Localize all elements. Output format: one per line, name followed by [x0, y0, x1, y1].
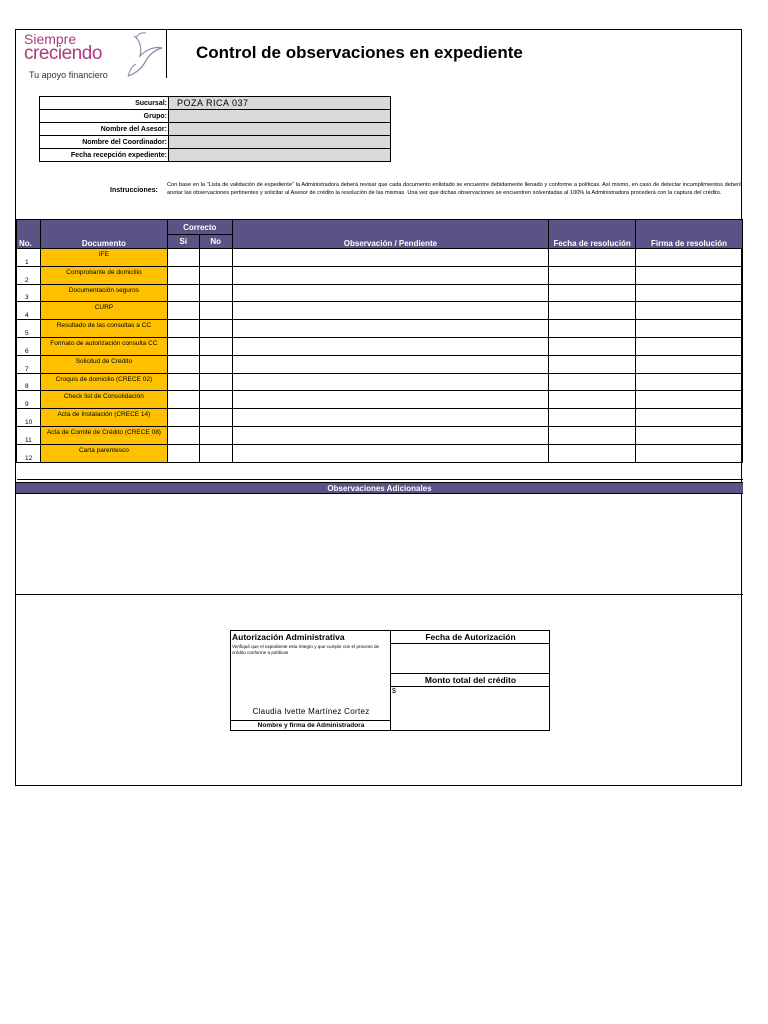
correcto-no-cell[interactable]	[199, 284, 232, 302]
correcto-no-cell[interactable]	[199, 409, 232, 427]
authorization-date-label: Fecha de Autorización	[391, 631, 550, 644]
row-number: 2	[17, 266, 41, 284]
correcto-si-cell[interactable]	[167, 373, 199, 391]
document-name: Acta de Comité de Crédito (CRECE 08)	[40, 426, 167, 444]
resolution-signature-cell[interactable]	[636, 426, 743, 444]
col-header-fecha: Fecha de resolución	[549, 220, 636, 249]
correcto-no-cell[interactable]	[199, 302, 232, 320]
row-number: 11	[17, 426, 41, 444]
bird-logo-icon	[106, 30, 166, 78]
correcto-no-cell[interactable]	[199, 355, 232, 373]
authorization-description: Verifiqué que el expediente esta íntegro y que cumple con el proceso de crédito conforme a políticas	[232, 644, 380, 655]
table-row	[17, 373, 743, 391]
table-row	[17, 284, 743, 302]
info-row	[40, 123, 391, 136]
document-name: Comprobante de domicilio	[40, 266, 167, 284]
row-number: 5	[17, 320, 41, 338]
table-row	[17, 266, 743, 284]
document-name: Check list de Consolidación	[40, 391, 167, 409]
correcto-si-cell[interactable]	[167, 337, 199, 355]
company-logo	[24, 30, 174, 80]
document-name: Documentación seguros	[40, 284, 167, 302]
col-header-observacion: Observación / Pendiente	[232, 220, 548, 249]
col-header-documento: Documento	[40, 220, 167, 249]
col-header-firma: Firma de resolución	[636, 220, 743, 249]
correcto-si-cell[interactable]	[167, 444, 199, 462]
col-header-correcto: Correcto	[167, 220, 232, 235]
correcto-no-cell[interactable]	[199, 373, 232, 391]
correcto-si-cell[interactable]	[167, 409, 199, 427]
row-number: 1	[17, 249, 41, 267]
resolution-date-cell[interactable]	[549, 337, 636, 355]
resolution-date-cell[interactable]	[549, 409, 636, 427]
row-number: 8	[17, 373, 41, 391]
correcto-si-cell[interactable]	[167, 284, 199, 302]
resolution-signature-cell[interactable]	[636, 373, 743, 391]
resolution-signature-cell[interactable]	[636, 444, 743, 462]
credit-amount-field[interactable]: $	[392, 688, 396, 695]
logo-text-creciendo: creciendo	[24, 43, 102, 64]
table-row	[17, 391, 743, 409]
correcto-no-cell[interactable]	[199, 266, 232, 284]
resolution-date-cell[interactable]	[549, 284, 636, 302]
correcto-si-cell[interactable]	[167, 249, 199, 267]
resolution-signature-cell[interactable]	[636, 302, 743, 320]
header-divider	[166, 30, 167, 78]
resolution-signature-cell[interactable]	[636, 249, 743, 267]
info-label: Nombre del Coordinador:	[40, 136, 169, 149]
info-label: Sucursal:	[40, 97, 169, 110]
table-row	[17, 409, 743, 427]
resolution-signature-cell[interactable]	[636, 284, 743, 302]
authorization-box	[230, 630, 550, 731]
resolution-date-cell[interactable]	[549, 391, 636, 409]
row-number: 7	[17, 355, 41, 373]
resolution-signature-cell[interactable]	[636, 409, 743, 427]
table-row-blank	[17, 462, 743, 480]
info-row	[40, 136, 391, 149]
correcto-no-cell[interactable]	[199, 337, 232, 355]
row-number: 4	[17, 302, 41, 320]
resolution-date-cell[interactable]	[549, 355, 636, 373]
grupo-field[interactable]	[169, 110, 391, 123]
coordinador-field[interactable]	[169, 136, 391, 149]
resolution-signature-cell[interactable]	[636, 266, 743, 284]
info-row	[40, 97, 391, 110]
resolution-signature-cell[interactable]	[636, 337, 743, 355]
observation-cell[interactable]	[232, 391, 548, 409]
row-number: 9	[17, 391, 41, 409]
table-row	[17, 444, 743, 462]
observation-cell[interactable]	[232, 426, 548, 444]
instructions-label: Instrucciones:	[110, 187, 158, 194]
fecha-recepcion-field[interactable]	[169, 149, 391, 162]
col-header-no-correcto: No	[199, 235, 232, 249]
col-header-si: Si	[167, 235, 199, 249]
logo-tagline: Tu apoyo financiero	[29, 70, 108, 80]
table-row	[17, 337, 743, 355]
observation-cell[interactable]	[232, 444, 548, 462]
resolution-signature-cell[interactable]	[636, 391, 743, 409]
resolution-date-cell[interactable]	[549, 302, 636, 320]
info-row	[40, 149, 391, 162]
correcto-si-cell[interactable]	[167, 426, 199, 444]
document-name: Croquis de domicilio (CRECE 02)	[40, 373, 167, 391]
additional-observations-area[interactable]	[16, 494, 743, 595]
resolution-signature-cell[interactable]	[636, 355, 743, 373]
sucursal-field[interactable]: POZA RICA 037	[169, 97, 391, 110]
documents-table	[16, 219, 743, 480]
row-number: 10	[17, 409, 41, 427]
signature-label: Nombre y firma de Administradora	[231, 720, 391, 731]
correcto-no-cell[interactable]	[199, 426, 232, 444]
document-name: CURP	[40, 302, 167, 320]
credit-amount-label: Monto total del crédito	[391, 674, 550, 687]
row-number: 12	[17, 444, 41, 462]
observation-cell[interactable]	[232, 409, 548, 427]
table-row	[17, 302, 743, 320]
correcto-no-cell[interactable]	[199, 444, 232, 462]
observation-cell[interactable]	[232, 249, 548, 267]
resolution-date-cell[interactable]	[549, 320, 636, 338]
document-name: Acta de Instalación (CRECE 14)	[40, 409, 167, 427]
table-row	[17, 249, 743, 267]
branch-info-table	[39, 96, 391, 162]
authorization-admin-panel	[231, 631, 391, 730]
table-row	[17, 426, 743, 444]
correcto-no-cell[interactable]	[199, 320, 232, 338]
resolution-date-cell[interactable]	[549, 444, 636, 462]
info-label: Grupo:	[40, 110, 169, 123]
instructions-text: Con base en la "Lista de validación de expediente" la Administradora deberá revisar que cada documento enlistado se encuentre debidamente llenado y conforme a políticas. Así mismo, en caso de detectar incumplimientos deberá anotar las observaciones pertinentes y solicitar al Asesor de crédito la resolución de las mismas. Una vez que dichas observaciones se encuentren solventadas al 100% la Administradora procederá con la captura del crédito.	[167, 182, 742, 196]
logo-text-siempre: Siempre	[24, 31, 77, 47]
observation-cell[interactable]	[232, 266, 548, 284]
resolution-date-cell[interactable]	[549, 249, 636, 267]
row-number: 3	[17, 284, 41, 302]
document-name: Solicitud de Crédito	[40, 355, 167, 373]
resolution-date-cell[interactable]	[549, 426, 636, 444]
observation-cell[interactable]	[232, 284, 548, 302]
authorization-date-field[interactable]	[391, 644, 550, 674]
observation-cell[interactable]	[232, 302, 548, 320]
info-label: Nombre del Asesor:	[40, 123, 169, 136]
observation-cell[interactable]	[232, 373, 548, 391]
administrator-name: Claudia Ivette Martínez Cortez	[252, 707, 370, 716]
form-sheet	[15, 29, 742, 786]
resolution-date-cell[interactable]	[549, 266, 636, 284]
info-row	[40, 110, 391, 123]
correcto-si-cell[interactable]	[167, 391, 199, 409]
info-label: Fecha recepción expediente:	[40, 149, 169, 162]
authorization-title: Autorización Administrativa	[232, 632, 345, 642]
resolution-signature-cell[interactable]	[636, 320, 743, 338]
correcto-no-cell[interactable]	[199, 391, 232, 409]
correcto-no-cell[interactable]	[199, 249, 232, 267]
correcto-si-cell[interactable]	[167, 302, 199, 320]
document-name: IFE	[40, 249, 167, 267]
asesor-field[interactable]	[169, 123, 391, 136]
document-name: Carta parentesco	[40, 444, 167, 462]
row-number: 6	[17, 337, 41, 355]
blank-cell	[17, 462, 743, 480]
table-row	[17, 355, 743, 373]
observation-cell[interactable]	[232, 320, 548, 338]
document-name: Resultado de las consultas a CC	[40, 320, 167, 338]
additional-observations-header: Observaciones Adicionales	[16, 482, 743, 494]
correcto-si-cell[interactable]	[167, 320, 199, 338]
document-name: Formato de autorización consulta CC	[40, 337, 167, 355]
correcto-si-cell[interactable]	[167, 266, 199, 284]
page-title: Control de observaciones en expediente	[196, 43, 523, 62]
col-header-no: No.	[17, 220, 41, 249]
observation-cell[interactable]	[232, 337, 548, 355]
resolution-date-cell[interactable]	[549, 373, 636, 391]
correcto-si-cell[interactable]	[167, 355, 199, 373]
table-row	[17, 320, 743, 338]
observation-cell[interactable]	[232, 355, 548, 373]
